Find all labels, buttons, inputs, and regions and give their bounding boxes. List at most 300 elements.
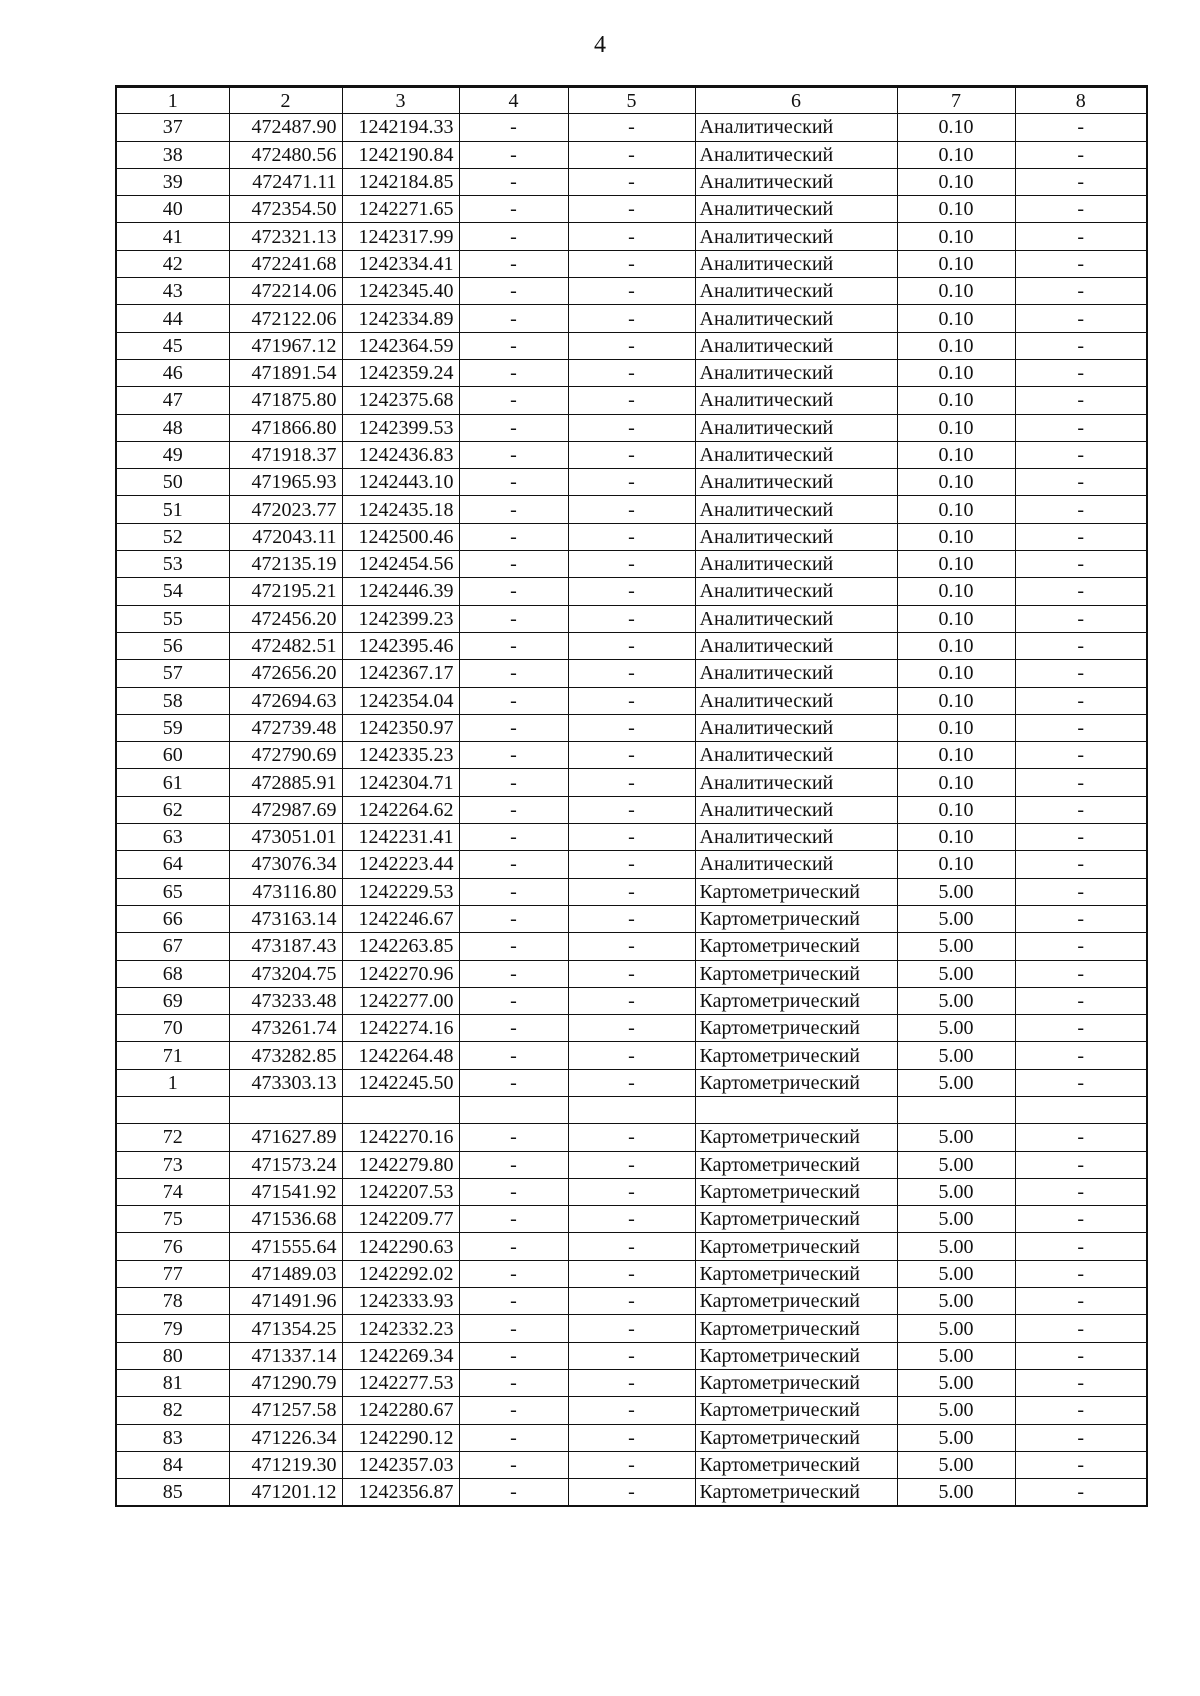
x-coordinate-cell: 471891.54: [229, 359, 342, 386]
column-8-cell: -: [1015, 1260, 1147, 1287]
column-4-cell: -: [459, 632, 568, 659]
table-row: [116, 1424, 1147, 1451]
y-coordinate-cell: 1242194.33: [342, 114, 459, 141]
point-number-cell: 64: [116, 851, 229, 878]
y-coordinate-cell: 1242290.12: [342, 1424, 459, 1451]
column-8-cell: -: [1015, 714, 1147, 741]
table-row: [116, 305, 1147, 332]
x-coordinate-cell: 472214.06: [229, 278, 342, 305]
accuracy-cell: 0.10: [897, 387, 1015, 414]
column-5-cell: -: [568, 1042, 695, 1069]
accuracy-cell: 0.10: [897, 359, 1015, 386]
accuracy-cell: 5.00: [897, 1342, 1015, 1369]
point-number-cell: 43: [116, 278, 229, 305]
x-coordinate-cell: 471918.37: [229, 441, 342, 468]
column-5-cell: -: [568, 769, 695, 796]
table-row: [116, 523, 1147, 550]
table-row: [116, 114, 1147, 141]
table-row: [116, 769, 1147, 796]
column-5-cell: -: [568, 1288, 695, 1315]
y-coordinate-cell: 1242207.53: [342, 1178, 459, 1205]
method-cell: Аналитический: [695, 714, 897, 741]
method-cell: Аналитический: [695, 523, 897, 550]
method-cell: Картометрический: [695, 933, 897, 960]
y-coordinate-cell: 1242280.67: [342, 1397, 459, 1424]
x-coordinate-cell: 472482.51: [229, 632, 342, 659]
column-header: 4: [459, 87, 568, 114]
column-5-cell: -: [568, 1015, 695, 1042]
column-5-cell: -: [568, 878, 695, 905]
column-4-cell: -: [459, 987, 568, 1014]
column-5-cell: -: [568, 305, 695, 332]
column-header: 5: [568, 87, 695, 114]
method-cell: Аналитический: [695, 441, 897, 468]
column-4-cell: -: [459, 387, 568, 414]
method-cell: Картометрический: [695, 1015, 897, 1042]
point-number-cell: 39: [116, 168, 229, 195]
column-8-cell: -: [1015, 278, 1147, 305]
column-header: 8: [1015, 87, 1147, 114]
y-coordinate-cell: 1242335.23: [342, 742, 459, 769]
accuracy-cell: 5.00: [897, 1479, 1015, 1506]
y-coordinate-cell: 1242354.04: [342, 687, 459, 714]
point-number-cell: 73: [116, 1151, 229, 1178]
column-5-cell: -: [568, 1315, 695, 1342]
table-row: [116, 660, 1147, 687]
accuracy-cell: 5.00: [897, 1424, 1015, 1451]
table-body: [116, 87, 1147, 1506]
column-4-cell: -: [459, 250, 568, 277]
point-number-cell: 52: [116, 523, 229, 550]
y-coordinate-cell: 1242357.03: [342, 1451, 459, 1478]
column-8-cell: -: [1015, 796, 1147, 823]
y-coordinate-cell: 1242263.85: [342, 933, 459, 960]
y-coordinate-cell: 1242274.16: [342, 1015, 459, 1042]
y-coordinate-cell: 1242332.23: [342, 1315, 459, 1342]
column-4-cell: -: [459, 1015, 568, 1042]
column-4-cell: -: [459, 1451, 568, 1478]
point-number-cell: 37: [116, 114, 229, 141]
column-4-cell: -: [459, 469, 568, 496]
accuracy-cell: 0.10: [897, 851, 1015, 878]
point-number-cell: [116, 1096, 229, 1123]
column-5-cell: -: [568, 387, 695, 414]
y-coordinate-cell: 1242277.53: [342, 1369, 459, 1396]
accuracy-cell: 0.10: [897, 742, 1015, 769]
column-4-cell: -: [459, 1042, 568, 1069]
point-number-cell: 77: [116, 1260, 229, 1287]
y-coordinate-cell: [342, 1096, 459, 1123]
column-8-cell: -: [1015, 1069, 1147, 1096]
column-4-cell: -: [459, 824, 568, 851]
column-8-cell: -: [1015, 1451, 1147, 1478]
point-number-cell: 45: [116, 332, 229, 359]
accuracy-cell: 5.00: [897, 1260, 1015, 1287]
column-4-cell: -: [459, 1151, 568, 1178]
point-number-cell: 48: [116, 414, 229, 441]
table-row: [116, 960, 1147, 987]
point-number-cell: 75: [116, 1206, 229, 1233]
method-cell: Аналитический: [695, 223, 897, 250]
x-coordinate-cell: 472122.06: [229, 305, 342, 332]
column-8-cell: -: [1015, 469, 1147, 496]
column-4-cell: -: [459, 1315, 568, 1342]
column-8-cell: -: [1015, 632, 1147, 659]
x-coordinate-cell: 473303.13: [229, 1069, 342, 1096]
method-cell: Картометрический: [695, 1206, 897, 1233]
point-number-cell: 70: [116, 1015, 229, 1042]
accuracy-cell: 0.10: [897, 223, 1015, 250]
column-8-cell: -: [1015, 441, 1147, 468]
method-cell: Аналитический: [695, 742, 897, 769]
method-cell: Картометрический: [695, 1151, 897, 1178]
x-coordinate-cell: 472987.69: [229, 796, 342, 823]
point-number-cell: 65: [116, 878, 229, 905]
point-number-cell: 57: [116, 660, 229, 687]
point-number-cell: 62: [116, 796, 229, 823]
column-8-cell: -: [1015, 523, 1147, 550]
method-cell: Аналитический: [695, 278, 897, 305]
column-5-cell: -: [568, 933, 695, 960]
table-row: [116, 1342, 1147, 1369]
point-number-cell: 67: [116, 933, 229, 960]
column-5-cell: -: [568, 1451, 695, 1478]
y-coordinate-cell: 1242223.44: [342, 851, 459, 878]
column-5-cell: -: [568, 1206, 695, 1233]
x-coordinate-cell: 471491.96: [229, 1288, 342, 1315]
accuracy-cell: 5.00: [897, 987, 1015, 1014]
column-5-cell: -: [568, 359, 695, 386]
y-coordinate-cell: 1242279.80: [342, 1151, 459, 1178]
y-coordinate-cell: 1242364.59: [342, 332, 459, 359]
column-4-cell: -: [459, 278, 568, 305]
method-cell: Картометрический: [695, 987, 897, 1014]
table-row: [116, 1124, 1147, 1151]
column-8-cell: -: [1015, 660, 1147, 687]
y-coordinate-cell: 1242446.39: [342, 578, 459, 605]
column-5-cell: -: [568, 551, 695, 578]
table-row: [116, 1151, 1147, 1178]
table-row: [116, 332, 1147, 359]
column-8-cell: -: [1015, 1151, 1147, 1178]
x-coordinate-cell: 472694.63: [229, 687, 342, 714]
x-coordinate-cell: 473163.14: [229, 905, 342, 932]
table-row: [116, 1315, 1147, 1342]
table-row: [116, 878, 1147, 905]
column-4-cell: -: [459, 1288, 568, 1315]
y-coordinate-cell: 1242334.41: [342, 250, 459, 277]
table-row: [116, 1233, 1147, 1260]
x-coordinate-cell: 471627.89: [229, 1124, 342, 1151]
point-number-cell: 46: [116, 359, 229, 386]
column-5-cell: -: [568, 632, 695, 659]
method-cell: Аналитический: [695, 168, 897, 195]
column-4-cell: -: [459, 905, 568, 932]
table-row: [116, 359, 1147, 386]
accuracy-cell: 5.00: [897, 933, 1015, 960]
y-coordinate-cell: 1242399.53: [342, 414, 459, 441]
column-4-cell: -: [459, 168, 568, 195]
column-4-cell: -: [459, 1233, 568, 1260]
x-coordinate-cell: 473204.75: [229, 960, 342, 987]
column-5-cell: -: [568, 1424, 695, 1451]
point-number-cell: 56: [116, 632, 229, 659]
table-row: [116, 387, 1147, 414]
x-coordinate-cell: 472195.21: [229, 578, 342, 605]
column-8-cell: -: [1015, 824, 1147, 851]
column-5-cell: -: [568, 496, 695, 523]
method-cell: Аналитический: [695, 551, 897, 578]
column-5-cell: -: [568, 1369, 695, 1396]
column-4-cell: -: [459, 359, 568, 386]
point-number-cell: 58: [116, 687, 229, 714]
table-row: [116, 796, 1147, 823]
point-number-cell: 78: [116, 1288, 229, 1315]
y-coordinate-cell: 1242367.17: [342, 660, 459, 687]
accuracy-cell: 5.00: [897, 1206, 1015, 1233]
column-5-cell: -: [568, 196, 695, 223]
y-coordinate-cell: 1242359.24: [342, 359, 459, 386]
column-5-cell: -: [568, 1151, 695, 1178]
column-4-cell: -: [459, 496, 568, 523]
column-8-cell: -: [1015, 141, 1147, 168]
column-8-cell: -: [1015, 1315, 1147, 1342]
column-4-cell: -: [459, 933, 568, 960]
column-5-cell: -: [568, 278, 695, 305]
accuracy-cell: 5.00: [897, 1178, 1015, 1205]
x-coordinate-cell: 473261.74: [229, 1015, 342, 1042]
column-8-cell: -: [1015, 359, 1147, 386]
column-8-cell: -: [1015, 414, 1147, 441]
table-row: [116, 1042, 1147, 1069]
method-cell: Аналитический: [695, 250, 897, 277]
x-coordinate-cell: 472656.20: [229, 660, 342, 687]
column-8-cell: -: [1015, 1424, 1147, 1451]
y-coordinate-cell: 1242500.46: [342, 523, 459, 550]
accuracy-cell: 5.00: [897, 1233, 1015, 1260]
column-5-cell: -: [568, 332, 695, 359]
x-coordinate-cell: 471226.34: [229, 1424, 342, 1451]
column-5-cell: -: [568, 987, 695, 1014]
y-coordinate-cell: 1242209.77: [342, 1206, 459, 1233]
column-5-cell: -: [568, 1260, 695, 1287]
y-coordinate-cell: 1242454.56: [342, 551, 459, 578]
column-8-cell: -: [1015, 742, 1147, 769]
method-cell: Картометрический: [695, 1124, 897, 1151]
accuracy-cell: 0.10: [897, 632, 1015, 659]
accuracy-cell: 0.10: [897, 796, 1015, 823]
table-row: [116, 1260, 1147, 1287]
x-coordinate-cell: 472480.56: [229, 141, 342, 168]
accuracy-cell: 5.00: [897, 878, 1015, 905]
y-coordinate-cell: 1242333.93: [342, 1288, 459, 1315]
accuracy-cell: 0.10: [897, 141, 1015, 168]
y-coordinate-cell: 1242246.67: [342, 905, 459, 932]
point-number-cell: 85: [116, 1479, 229, 1506]
point-number-cell: 66: [116, 905, 229, 932]
table-row: [116, 714, 1147, 741]
y-coordinate-cell: 1242231.41: [342, 824, 459, 851]
accuracy-cell: 0.10: [897, 332, 1015, 359]
column-8-cell: [1015, 1096, 1147, 1123]
method-cell: Аналитический: [695, 496, 897, 523]
y-coordinate-cell: 1242317.99: [342, 223, 459, 250]
column-5-cell: -: [568, 141, 695, 168]
point-number-cell: 55: [116, 605, 229, 632]
accuracy-cell: 0.10: [897, 441, 1015, 468]
column-4-cell: -: [459, 1260, 568, 1287]
accuracy-cell: 0.10: [897, 769, 1015, 796]
x-coordinate-cell: 471354.25: [229, 1315, 342, 1342]
point-number-cell: 60: [116, 742, 229, 769]
y-coordinate-cell: 1242245.50: [342, 1069, 459, 1096]
accuracy-cell: 0.10: [897, 824, 1015, 851]
column-4-cell: -: [459, 742, 568, 769]
column-8-cell: -: [1015, 905, 1147, 932]
table-row: [116, 933, 1147, 960]
method-cell: Картометрический: [695, 960, 897, 987]
method-cell: Аналитический: [695, 605, 897, 632]
column-5-cell: -: [568, 1178, 695, 1205]
table-row: [116, 824, 1147, 851]
accuracy-cell: 5.00: [897, 960, 1015, 987]
page-number: 4: [594, 32, 606, 58]
y-coordinate-cell: 1242184.85: [342, 168, 459, 195]
point-number-cell: 68: [116, 960, 229, 987]
column-header: 2: [229, 87, 342, 114]
y-coordinate-cell: 1242271.65: [342, 196, 459, 223]
y-coordinate-cell: 1242375.68: [342, 387, 459, 414]
column-4-cell: -: [459, 1424, 568, 1451]
x-coordinate-cell: [229, 1096, 342, 1123]
column-4-cell: -: [459, 1479, 568, 1506]
table-row: [116, 987, 1147, 1014]
accuracy-cell: 5.00: [897, 1069, 1015, 1096]
table-row: [116, 1178, 1147, 1205]
x-coordinate-cell: 472739.48: [229, 714, 342, 741]
table-row: [116, 1096, 1147, 1123]
column-5-cell: -: [568, 605, 695, 632]
x-coordinate-cell: 472135.19: [229, 551, 342, 578]
table-row: [116, 551, 1147, 578]
column-4-cell: -: [459, 796, 568, 823]
y-coordinate-cell: 1242399.23: [342, 605, 459, 632]
x-coordinate-cell: 473187.43: [229, 933, 342, 960]
table-row: [116, 1206, 1147, 1233]
table-row: [116, 742, 1147, 769]
point-number-cell: 44: [116, 305, 229, 332]
y-coordinate-cell: 1242436.83: [342, 441, 459, 468]
point-number-cell: 71: [116, 1042, 229, 1069]
column-5-cell: -: [568, 114, 695, 141]
column-4-cell: -: [459, 551, 568, 578]
y-coordinate-cell: 1242269.34: [342, 1342, 459, 1369]
y-coordinate-cell: 1242395.46: [342, 632, 459, 659]
column-8-cell: -: [1015, 114, 1147, 141]
column-8-cell: -: [1015, 851, 1147, 878]
accuracy-cell: [897, 1096, 1015, 1123]
column-8-cell: -: [1015, 1342, 1147, 1369]
method-cell: Картометрический: [695, 1369, 897, 1396]
method-cell: Аналитический: [695, 141, 897, 168]
accuracy-cell: 5.00: [897, 1151, 1015, 1178]
x-coordinate-cell: 471967.12: [229, 332, 342, 359]
column-8-cell: -: [1015, 1206, 1147, 1233]
column-8-cell: -: [1015, 687, 1147, 714]
column-4-cell: -: [459, 851, 568, 878]
column-header: 3: [342, 87, 459, 114]
accuracy-cell: 0.10: [897, 305, 1015, 332]
column-4-cell: -: [459, 1369, 568, 1396]
column-5-cell: -: [568, 578, 695, 605]
point-number-cell: 69: [116, 987, 229, 1014]
column-8-cell: -: [1015, 168, 1147, 195]
column-8-cell: -: [1015, 1369, 1147, 1396]
column-8-cell: -: [1015, 987, 1147, 1014]
y-coordinate-cell: 1242443.10: [342, 469, 459, 496]
method-cell: Картометрический: [695, 1424, 897, 1451]
x-coordinate-cell: 471257.58: [229, 1397, 342, 1424]
method-cell: Аналитический: [695, 578, 897, 605]
method-cell: Аналитический: [695, 469, 897, 496]
accuracy-cell: 0.10: [897, 496, 1015, 523]
table-row: [116, 905, 1147, 932]
accuracy-cell: 0.10: [897, 714, 1015, 741]
point-number-cell: 61: [116, 769, 229, 796]
accuracy-cell: 5.00: [897, 1315, 1015, 1342]
column-5-cell: -: [568, 523, 695, 550]
column-5-cell: [568, 1096, 695, 1123]
point-number-cell: 81: [116, 1369, 229, 1396]
point-number-cell: 54: [116, 578, 229, 605]
method-cell: Аналитический: [695, 359, 897, 386]
method-cell: Картометрический: [695, 1451, 897, 1478]
column-4-cell: -: [459, 141, 568, 168]
column-5-cell: -: [568, 851, 695, 878]
x-coordinate-cell: 471541.92: [229, 1178, 342, 1205]
table-row: [116, 1015, 1147, 1042]
x-coordinate-cell: 471965.93: [229, 469, 342, 496]
coordinates-table: [115, 85, 1148, 1507]
x-coordinate-cell: 473233.48: [229, 987, 342, 1014]
point-number-cell: 79: [116, 1315, 229, 1342]
table-row: [116, 632, 1147, 659]
y-coordinate-cell: 1242190.84: [342, 141, 459, 168]
method-cell: Картометрический: [695, 1288, 897, 1315]
x-coordinate-cell: 473051.01: [229, 824, 342, 851]
column-5-cell: -: [568, 469, 695, 496]
accuracy-cell: 0.10: [897, 687, 1015, 714]
column-4-cell: -: [459, 196, 568, 223]
accuracy-cell: 5.00: [897, 905, 1015, 932]
column-8-cell: -: [1015, 769, 1147, 796]
table-row: [116, 141, 1147, 168]
x-coordinate-cell: 472790.69: [229, 742, 342, 769]
column-4-cell: -: [459, 1124, 568, 1151]
x-coordinate-cell: 471290.79: [229, 1369, 342, 1396]
column-8-cell: -: [1015, 1042, 1147, 1069]
method-cell: Аналитический: [695, 687, 897, 714]
point-number-cell: 72: [116, 1124, 229, 1151]
x-coordinate-cell: 473282.85: [229, 1042, 342, 1069]
column-5-cell: -: [568, 905, 695, 932]
method-cell: Аналитический: [695, 632, 897, 659]
column-5-cell: -: [568, 1233, 695, 1260]
table-row: [116, 605, 1147, 632]
method-cell: Картометрический: [695, 1342, 897, 1369]
x-coordinate-cell: 472354.50: [229, 196, 342, 223]
column-5-cell: -: [568, 1479, 695, 1506]
